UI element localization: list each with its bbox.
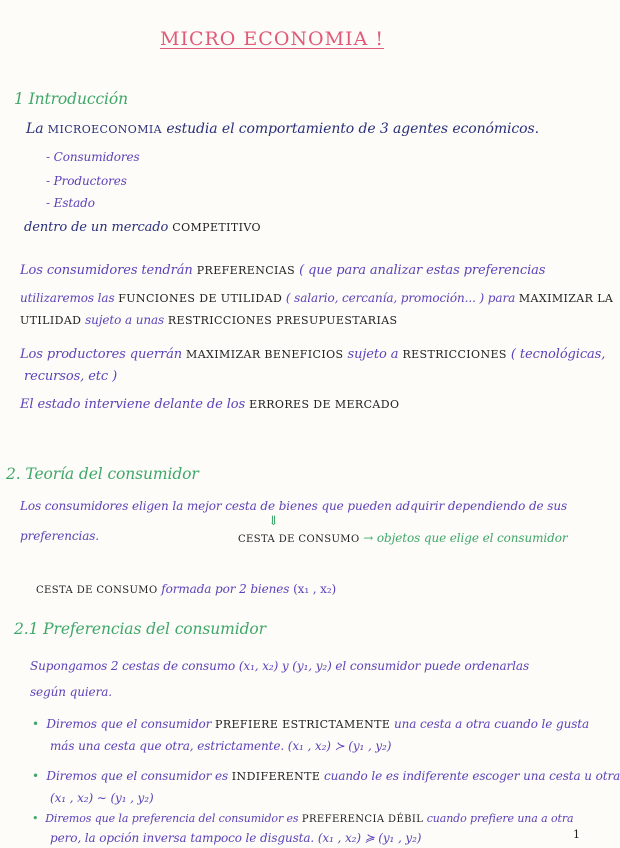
preferences-intro-line-2: según quiera.: [30, 685, 112, 699]
weak-preference-line-2: pero, la opción inversa tampoco le disgusta. (x₁ , x₂) ≽ (y₁ , y₂): [50, 831, 422, 845]
agent-item: - Consumidores: [46, 150, 140, 164]
section-heading-preferences: 2.1 Preferencias del consumidor: [14, 620, 266, 638]
section-heading-consumer-theory: 2. Teoría del consumidor: [6, 465, 199, 483]
consumers-line-2: utilizaremos las FUNCIONES DE UTILIDAD ( salario, cercanía, promoción... ) para MAXIMIZAR LA: [20, 291, 614, 305]
agent-item: - Estado: [46, 196, 95, 210]
preferences-intro-line-1: Supongamos 2 cestas de consumo (x₁, x₂) y (y₁, y₂) el consumidor puede ordenarlas: [30, 659, 530, 673]
bullet-icon: •: [32, 717, 39, 731]
consumers-line-1: Los consumidores tendrán PREFERENCIAS ( que para analizar estas preferencias: [20, 263, 546, 278]
weak-preference-line-1: • Diremos que la preferencia del consumidor es PREFERENCIA DÉBIL cuando prefiere una a otra: [32, 812, 574, 825]
agent-item: - Productores: [46, 174, 127, 188]
state-line: El estado interviene delante de los ERRORES DE MERCADO: [20, 397, 400, 412]
strict-preference-line-2: más una cesta que otra, estrictamente. (x₁ , x₂) ≻ (y₁ , y₂): [50, 739, 392, 753]
producers-line-1: Los productores querrán MAXIMIZAR BENEFICIOS sujeto a RESTRICCIONES ( tecnológicas,: [20, 347, 606, 362]
page-number: 1: [573, 828, 580, 841]
down-arrow-icon: ⇓: [268, 514, 279, 529]
consumer-theory-line-2: preferencias.: [20, 529, 100, 543]
page-title: MICRO ECONOMIA !: [160, 28, 384, 50]
consumers-line-3: UTILIDAD sujeto a unas RESTRICCIONES PRESUPUESTARIAS: [20, 313, 398, 327]
indifference-line-2: (x₁ , x₂) ∼ (y₁ , y₂): [50, 791, 154, 805]
section-heading-introduction: 1 Introducción: [14, 90, 129, 108]
indifference-line-1: • Diremos que el consumidor es INDIFERENTE cuando le es indiferente escoger una cesta u otra: [32, 769, 620, 783]
intro-line-1: La MICROECONOMIA estudia el comportamiento de 3 agentes económicos.: [26, 121, 539, 137]
bullet-icon: •: [32, 769, 39, 783]
consumer-theory-line-1: Los consumidores eligen la mejor cesta de bienes que pueden adquirir dependiendo de sus: [20, 499, 568, 513]
strict-preference-line-1: • Diremos que el consumidor PREFIERE ESTRICTAMENTE una cesta a otra cuando le gusta: [32, 717, 590, 731]
basket-formed-line: CESTA DE CONSUMO formada por 2 bienes (x₁ , x₂): [36, 582, 337, 596]
market-line: dentro de un mercado COMPETITIVO: [24, 220, 261, 235]
producers-line-2: recursos, etc ): [24, 369, 118, 384]
bullet-icon: •: [32, 812, 39, 825]
basket-definition: CESTA DE CONSUMO → objetos que elige el consumidor: [238, 531, 568, 545]
